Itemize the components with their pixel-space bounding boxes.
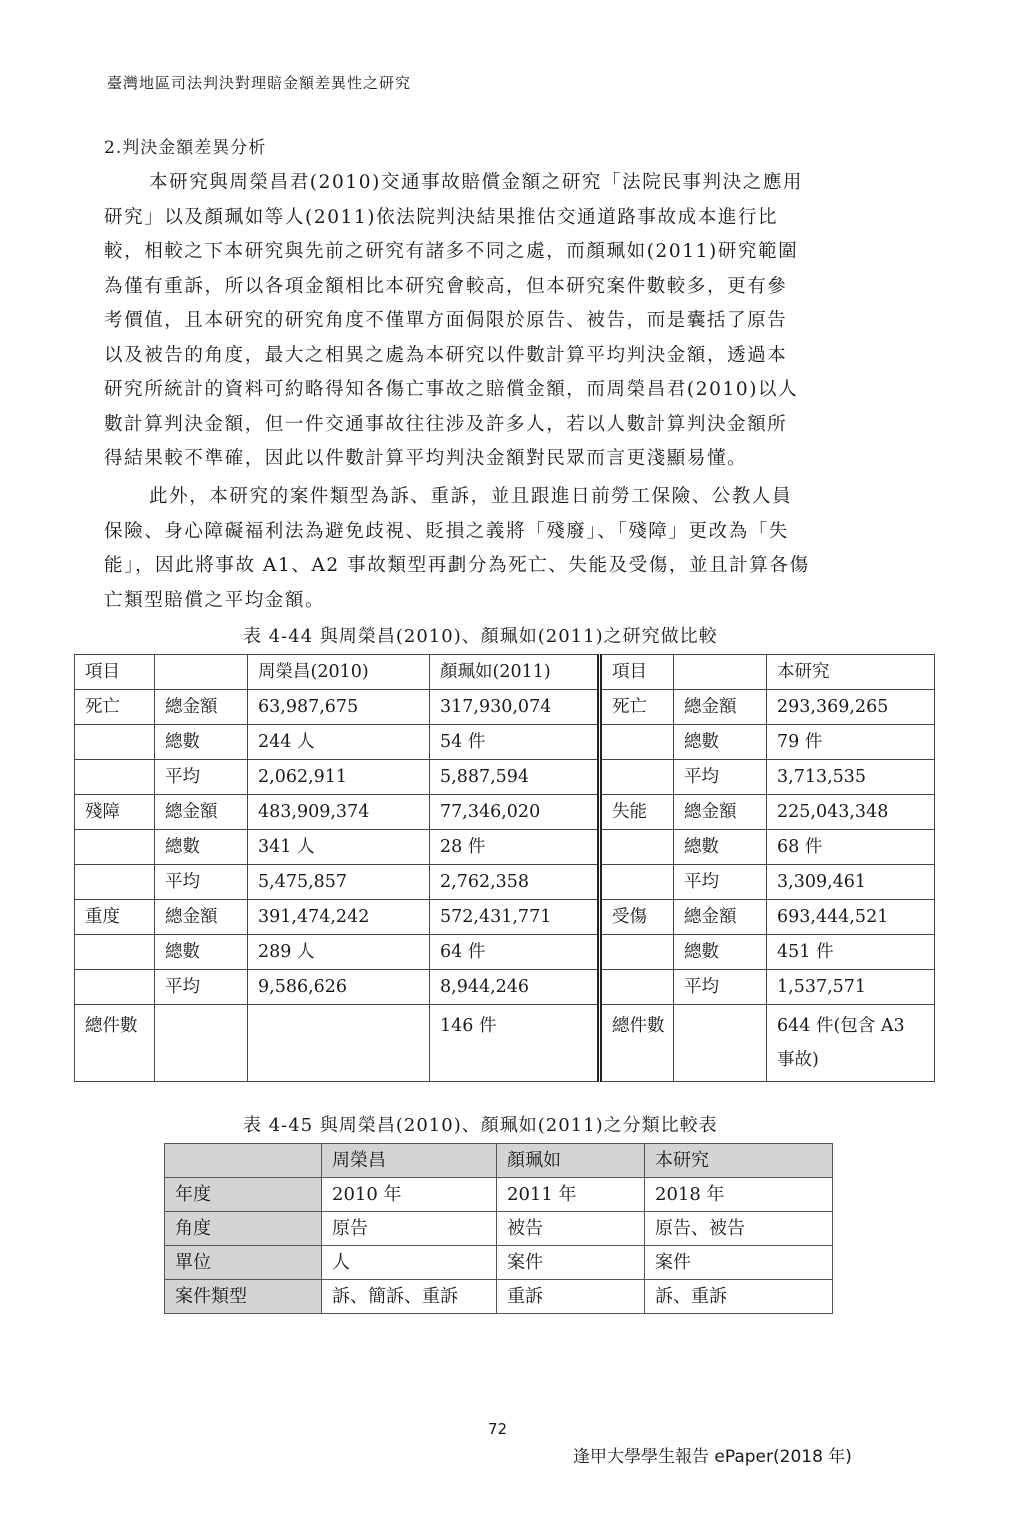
table-cell: 總數 <box>155 935 248 970</box>
table-cell: 341 人 <box>248 830 430 865</box>
table-cell: 68 件 <box>767 830 935 865</box>
table-cell: 訴、簡訴、重訴 <box>322 1280 497 1314</box>
table-4-45-caption: 表 4-45 與周榮昌(2010)、顏珮如(2011)之分類比較表 <box>243 1115 718 1136</box>
table-cell: 225,043,348 <box>767 795 935 830</box>
table-cell: 總數 <box>674 935 767 970</box>
table-cell <box>75 935 155 970</box>
table-row <box>75 1005 935 1082</box>
row-label-cell: 單位 <box>165 1246 322 1280</box>
table-header-cell: 項目 <box>75 655 155 690</box>
paragraph-line: 研究所統計的資料可約略得知各傷亡事故之賠償金額，而周榮昌君(2010)以人 <box>104 379 799 400</box>
paragraph-line: 保險、身心障礙福利法為避免歧視、貶損之義將「殘廢」、「殘障」更改為「失 <box>104 520 790 542</box>
paragraph-line: 本研究與周榮昌君(2010)交通事故賠償金額之研究「法院民事判決之應用 <box>149 172 804 193</box>
table-cell <box>75 725 155 760</box>
table-cell: 平均 <box>674 865 767 900</box>
table-row <box>75 970 935 1005</box>
table-cell <box>600 970 674 1005</box>
table-row <box>165 1178 833 1212</box>
table-cell: 2018 年 <box>645 1178 833 1212</box>
comparison-table-4-44 <box>74 654 935 1082</box>
table-cell <box>248 1005 430 1082</box>
table-cell: 平均 <box>674 760 767 795</box>
table-cell <box>75 970 155 1005</box>
table-cell: 平均 <box>155 865 248 900</box>
table-header-cell: 顏珮如 <box>497 1144 645 1178</box>
table-cell <box>75 760 155 795</box>
table-cell: 644 件(包含 A3 事故) <box>767 1005 935 1082</box>
table-cell: 總金額 <box>674 795 767 830</box>
table-cell <box>600 725 674 760</box>
table-cell: 483,909,374 <box>248 795 430 830</box>
table-row <box>75 690 935 725</box>
table-cell: 重訴 <box>497 1280 645 1314</box>
table-cell: 5,887,594 <box>430 760 600 795</box>
table-cell <box>155 1005 248 1082</box>
paragraph-line: 較，相較之下本研究與先前之研究有諸多不同之處，而顏珮如(2011)研究範圍 <box>104 241 799 262</box>
table-cell: 平均 <box>155 760 248 795</box>
table-cell: 案件 <box>497 1246 645 1280</box>
table-cell: 總金額 <box>155 795 248 830</box>
table-header-cell: 項目 <box>600 655 674 690</box>
table-4-44-caption: 表 4-44 與周榮昌(2010)、顏珮如(2011)之研究做比較 <box>243 626 718 647</box>
table-cell: 平均 <box>674 970 767 1005</box>
table-cell: 28 件 <box>430 830 600 865</box>
table-cell: 146 件 <box>430 1005 600 1082</box>
table-cell: 3,309,461 <box>767 865 935 900</box>
table-header-cell: 周榮昌(2010) <box>248 655 430 690</box>
table-row <box>75 760 935 795</box>
paragraph-line: 以及被告的角度，最大之相異之處為本研究以件數計算平均判決金額，透過本 <box>104 344 788 366</box>
table-cell: 693,444,521 <box>767 900 935 935</box>
paragraph-line: 為僅有重訴，所以各項金額相比本研究會較高，但本研究案件數較多，更有參 <box>104 275 788 297</box>
paragraph-line: 數計算判決金額，但一件交通事故往往涉及許多人，若以人數計算判決金額所 <box>104 413 788 435</box>
table-cell: 總數 <box>674 830 767 865</box>
row-label-cell: 角度 <box>165 1212 322 1246</box>
table-header-cell: 本研究 <box>645 1144 833 1178</box>
table-row <box>75 865 935 900</box>
table-row <box>75 935 935 970</box>
table-row <box>165 1212 833 1246</box>
table-cell: 2,062,911 <box>248 760 430 795</box>
table-cell <box>600 830 674 865</box>
table-row <box>165 1280 833 1314</box>
table-cell: 244 人 <box>248 725 430 760</box>
table-cell: 5,475,857 <box>248 865 430 900</box>
paragraph-1 <box>104 166 882 477</box>
footer-source: 逢甲大學學生報告 ePaper(2018 年) <box>573 1447 852 1467</box>
table-cell: 2010 年 <box>322 1178 497 1212</box>
table-row <box>75 830 935 865</box>
table-cell: 總數 <box>155 830 248 865</box>
table-cell: 重度 <box>75 900 155 935</box>
table-cell: 總數 <box>674 725 767 760</box>
classification-table-4-45 <box>164 1143 833 1314</box>
table-cell: 平均 <box>155 970 248 1005</box>
page-number: 72 <box>488 1420 508 1438</box>
table-header-cell <box>674 655 767 690</box>
table-cell: 2,762,358 <box>430 865 600 900</box>
table-cell: 54 件 <box>430 725 600 760</box>
table-cell: 原告、被告 <box>645 1212 833 1246</box>
table-cell <box>600 760 674 795</box>
table-cell: 原告 <box>322 1212 497 1246</box>
table-cell: 殘障 <box>75 795 155 830</box>
running-head: 臺灣地區司法判決對理賠金額差異性之研究 <box>107 74 412 92</box>
table-cell: 63,987,675 <box>248 690 430 725</box>
row-label-cell: 案件類型 <box>165 1280 322 1314</box>
table-cell: 總件數 <box>600 1005 674 1082</box>
table-cell <box>75 865 155 900</box>
table-cell: 總金額 <box>674 690 767 725</box>
table-header-cell <box>155 655 248 690</box>
table-cell: 9,586,626 <box>248 970 430 1005</box>
table-cell: 被告 <box>497 1212 645 1246</box>
row-label-cell: 年度 <box>165 1178 322 1212</box>
paragraph-line: 研究」以及顏珮如等人(2011)依法院判決結果推估交通道路事故成本進行比 <box>104 206 779 228</box>
table-cell: 1,537,571 <box>767 970 935 1005</box>
table-row <box>75 900 935 935</box>
table-cell: 總金額 <box>155 900 248 935</box>
table-cell: 8,944,246 <box>430 970 600 1005</box>
table-cell <box>75 830 155 865</box>
table-cell: 人 <box>322 1246 497 1280</box>
table-header-cell <box>165 1144 322 1178</box>
table-cell: 案件 <box>645 1246 833 1280</box>
table-cell: 289 人 <box>248 935 430 970</box>
table-header-row <box>75 655 935 690</box>
table-header-row <box>165 1144 833 1178</box>
table-cell: 訴、重訴 <box>645 1280 833 1314</box>
table-cell: 2011 年 <box>497 1178 645 1212</box>
table-cell: 317,930,074 <box>430 690 600 725</box>
table-cell: 64 件 <box>430 935 600 970</box>
table-header-cell: 周榮昌 <box>322 1144 497 1178</box>
table-cell: 失能 <box>600 795 674 830</box>
table-cell: 391,474,242 <box>248 900 430 935</box>
table-header-cell: 本研究 <box>767 655 935 690</box>
table-cell <box>600 935 674 970</box>
paragraph-line: 亡類型賠償之平均金額。 <box>104 589 326 611</box>
table-cell: 總金額 <box>155 690 248 725</box>
table-cell: 293,369,265 <box>767 690 935 725</box>
paragraph-line: 此外，本研究的案件類型為訴、重訴，並且跟進日前勞工保險、公教人員 <box>149 486 793 507</box>
table-cell: 總數 <box>155 725 248 760</box>
table-row <box>75 795 935 830</box>
table-cell: 79 件 <box>767 725 935 760</box>
table-cell: 總件數 <box>75 1005 155 1082</box>
table-cell: 451 件 <box>767 935 935 970</box>
section-heading: 2.判決金額差異分析 <box>104 138 267 158</box>
paragraph-line: 能」，因此將事故 A1、A2 事故類型再劃分為死亡、失能及受傷，並且計算各傷 <box>104 555 810 576</box>
paragraph-2 <box>104 480 882 618</box>
table-cell: 77,346,020 <box>430 795 600 830</box>
table-cell: 572,431,771 <box>430 900 600 935</box>
table-cell: 總金額 <box>674 900 767 935</box>
table-cell <box>600 865 674 900</box>
table-cell: 死亡 <box>75 690 155 725</box>
table-cell: 3,713,535 <box>767 760 935 795</box>
table-row <box>75 725 935 760</box>
table-cell: 受傷 <box>600 900 674 935</box>
table-cell: 死亡 <box>600 690 674 725</box>
paragraph-line: 得結果較不準確，因此以件數計算平均判決金額對民眾而言更淺顯易懂。 <box>104 448 748 469</box>
table-cell <box>674 1005 767 1082</box>
table-row <box>165 1246 833 1280</box>
table-header-cell: 顏珮如(2011) <box>430 655 600 690</box>
paragraph-line: 考價值，且本研究的研究角度不僅單方面侷限於原告、被告，而是囊括了原告 <box>104 310 788 331</box>
